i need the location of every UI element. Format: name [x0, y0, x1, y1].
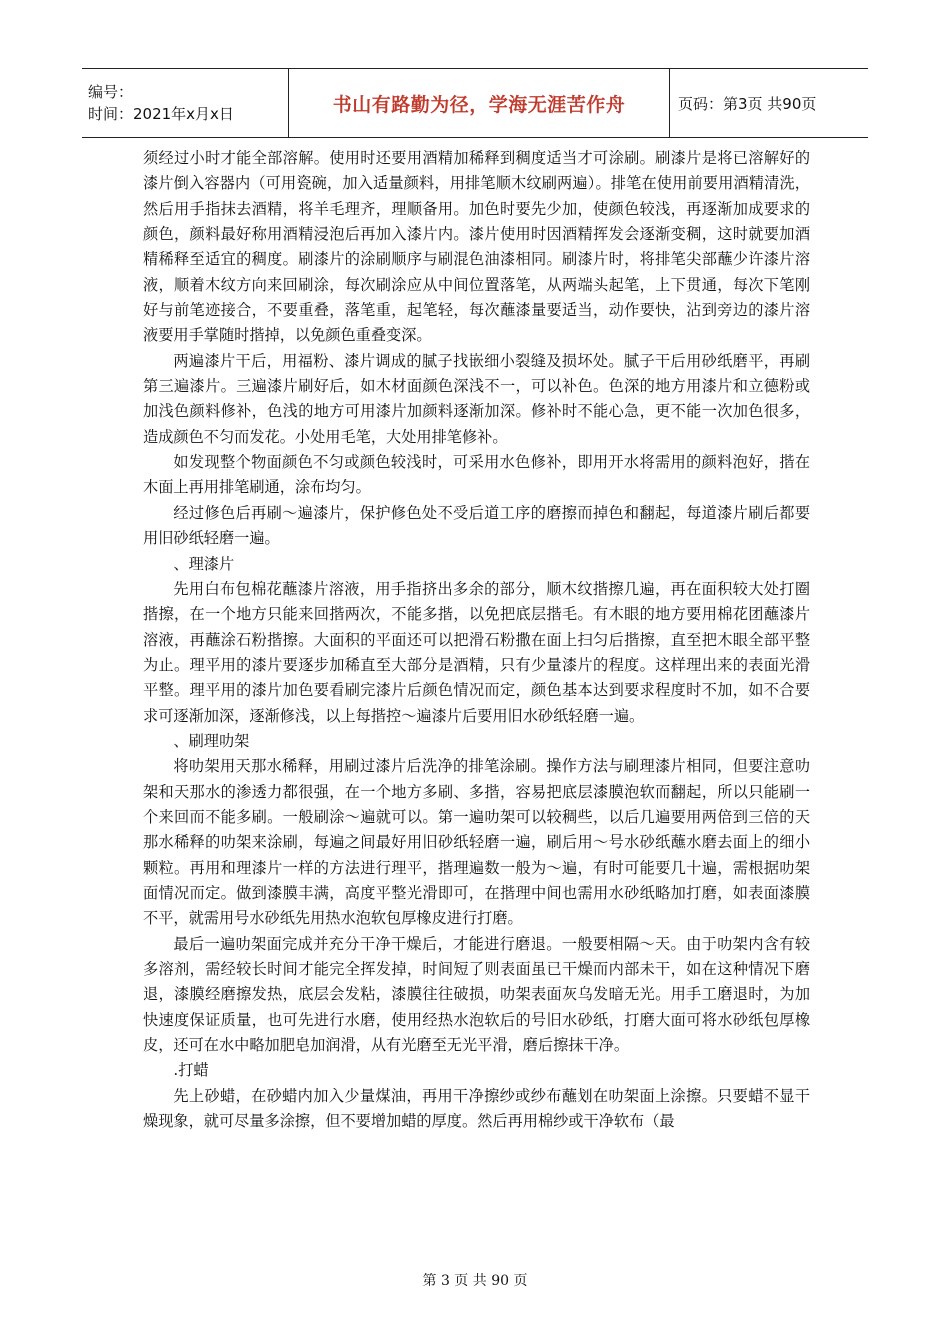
section-heading: 、理漆片: [173, 554, 235, 573]
section-heading: .打蜡: [173, 1061, 209, 1080]
page-header: [82, 68, 868, 138]
page-footer: [0, 1270, 950, 1290]
header-page-info: [670, 69, 868, 137]
paragraph: 如发现整个物面颜色不匀或颜色较浅时，可采用水色修补，即用开水将需用的颜料泡好，揩在木面上再用排笔刷通，涂布均匀。: [143, 453, 810, 497]
header-motto: [289, 69, 670, 137]
footer-page-number: 第 3 页 共 90 页: [422, 1273, 528, 1289]
doc-number: 编号：: [88, 83, 134, 101]
paragraph: 经过修色后再刷～遍漆片，保护修色处不受后道工序的磨擦而掉色和翻起，每道漆片刷后都要用旧砂纸轻磨一遍。: [143, 503, 810, 548]
paragraph: 最后一遍叻架面完成并充分干净干燥后，才能进行磨退。一般要相隔～天。由于叻架内含有较多溶剂，需经较长时间才能完全挥发掉，时间短了则表面虽已干燥而内部未干，如在这种情况下磨退，漆膜经磨擦发热，底层会发粘，漆膜往往破损，叻架表面灰乌发暗无光。用手工磨退时，为加快速度保证质量，也可先进行水磨，使用经热水泡软后的号旧水砂纸，打磨大面可将水砂纸包厚橡皮，还可在水中略加肥皂加润滑，从有光磨至无光平滑，磨后擦抹干净。: [143, 934, 810, 1055]
page-info-text: 页码：第3页 共90页: [678, 94, 817, 113]
paragraph: 两遍漆片干后，用福粉、漆片调成的腻子找嵌细小裂缝及损坏处。腻子干后用砂纸磨平，再刷第三遍漆片。三遍漆片刷好后，如木材面颜色深浅不一，可以补色。色深的地方用漆片和立德粉或加浅色颜料修补，色浅的地方可用漆片加颜料逐渐加深。修补时不能心急，更不能一次加色很多，造成颜色不匀而发花。小处用毛笔，大处用排笔修补。: [143, 351, 810, 446]
header-meta: [82, 69, 289, 137]
doc-time: 时间：2021年x月x日: [88, 105, 234, 123]
paragraph: 先上砂蜡，在砂蜡内加入少量煤油，再用干净擦纱或纱布蘸划在叻架面上涂擦。只要蜡不显干燥现象，就可尽量多涂擦，但不要增加蜡的厚度。然后再用棉纱或干净软布（最: [143, 1086, 810, 1131]
paragraph: 须经过小时才能全部溶解。使用时还要用酒精加稀释到稠度适当才可涂刷。刷漆片是将已溶解好的漆片倒入容器内（可用瓷碗，加入适量颜料，用排笔顺木纹刷两遍）。排笔在使用前要用酒精清洗，然后用手指抹去酒精，将羊毛理齐，理顺备用。加色时要先少加，使颜色较浅，再逐渐加成要求的颜色，颜料最好称用酒精浸泡后再加入漆片内。漆片使用时因酒精挥发会逐渐变稠，这时就要加酒精稀释至适宜的稠度。刷漆片的涂刷顺序与刷混色油漆相同。刷漆片时，将排笔尖部蘸少许漆片溶液，顺着木纹方向来回刷涂，每次刷涂应从中间位置落笔，从两端头起笔，上下贯通，每次下笔刚好与前笔迹接合，不要重叠，落笔重，起笔轻，每次蘸漆量要适当，动作要快，沾到旁边的漆片溶液要用手掌随时揩掉，以免颜色重叠变深。: [143, 149, 810, 345]
document-body: [143, 146, 810, 1134]
section-heading: 、刷理叻架: [173, 731, 250, 750]
paragraph: 先用白布包棉花蘸漆片溶液，用手指挤出多余的部分，顺木纹揩擦几遍，再在面积较大处打圈揩擦，在一个地方只能来回揩两次，不能多揩，以免把底层揩毛。有木眼的地方要用棉花团蘸漆片溶液，再蘸涂石粉揩擦。大面积的平面还可以把滑石粉撒在面上扫匀后揩擦，直至把木眼全部平整为止。理平用的漆片要逐步加稀直至大部分是酒精，只有少量漆片的程度。这样理出来的表面光滑平整。理平用的漆片加色要看刷完漆片后颜色情况而定，颜色基本达到要求程度时不加，如不合要求可逐渐加深，逐渐修浅，以上每揩控～遍漆片后要用旧水砂纸轻磨一遍。: [143, 579, 810, 725]
paragraph: 将叻架用天那水稀释，用刷过漆片后洗净的排笔涂刷。操作方法与刷理漆片相同，但要注意叻架和天那水的渗透力都很强，在一个地方多刷、多揩，容易把底层漆膜泡软而翻起，所以只能刷一个来回而不能多刷。一般刷涂～遍就可以。第一遍叻架可以较稠些，以后几遍要用两倍到三倍的天那水稀释的叻架来涂刷，每遍之间最好用旧砂纸轻磨一遍，刷后用～号水砂纸蘸水磨去面上的细小颗粒。再用和理漆片一样的方法进行理平，揩理遍数一般为～遍，有时可能要几十遍，需根据叻架面情况而定。做到漆膜丰满，高度平整光滑即可，在揩理中间也需用水砂纸略加打磨，如表面漆膜不平，就需用号水砂纸先用热水泡软包厚橡皮进行打磨。: [143, 757, 810, 928]
motto-text: 书山有路勤为径，学海无涯苦作舟: [332, 93, 626, 116]
